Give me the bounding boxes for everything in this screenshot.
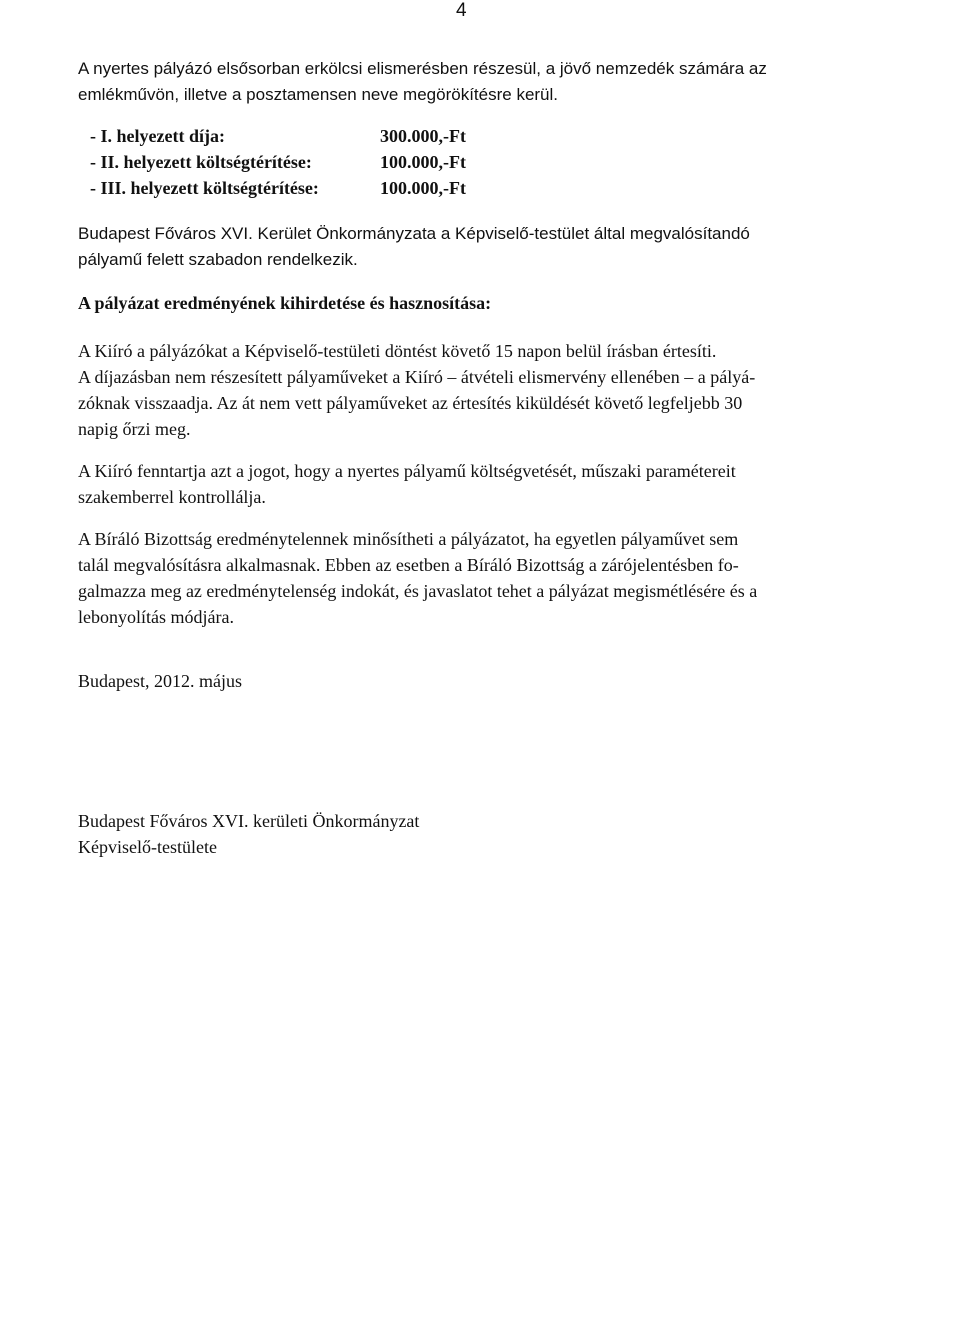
signature-line: Budapest Főváros XVI. kerületi Önkormányzat (78, 811, 420, 831)
jury-line: lebonyolítás módjára. (78, 607, 234, 627)
signature-block (78, 808, 858, 860)
jury-line: A Bíráló Bizottság eredménytelennek minősítheti a pályázatot, ha egyetlen pályaművet sem (78, 529, 739, 549)
prize-amount: 300.000,-Ft (380, 126, 466, 146)
control-line: A Kiíró fenntartja azt a jogot, hogy a nyertes pályamű költségvetését, műszaki paramétereit (78, 461, 736, 481)
notice-line: zóknak visszaadja. Az át nem vett pályaműveket az értesítés kiküldését követő legfeljebb 30 (78, 393, 743, 413)
prize-amount: 100.000,-Ft (380, 152, 466, 172)
prize-row (90, 175, 466, 201)
section-heading: A pályázat eredményének kihirdetése és hasznosítása: (78, 293, 492, 313)
rights-paragraph (78, 221, 858, 273)
jury-line: galmazza meg az eredménytelenség indokát, és javaslatot tehet a pályázat megismétlésére és a (78, 581, 758, 601)
intro-line: A nyertes pályázó elsősorban erkölcsi elismerésben részesül, a jövő nemzedék számára az (78, 59, 767, 78)
notice-line: napig őrzi meg. (78, 419, 191, 439)
prize-row (90, 149, 466, 175)
jury-line: talál megvalósításra alkalmasnak. Ebben az esetben a Bíráló Bizottság a zárójelentésben fo- (78, 555, 739, 575)
signature-line: Képviselő-testülete (78, 837, 217, 857)
prize-list (90, 123, 466, 201)
prize-label: - II. helyezett költségtérítése: (90, 152, 312, 172)
notice-paragraph (78, 338, 858, 442)
control-paragraph (78, 458, 858, 510)
intro-line: emlékművön, illetve a posztamensen neve megörökítésre kerül. (78, 85, 559, 104)
prize-amount: 100.000,-Ft (380, 178, 466, 198)
prize-row (90, 123, 466, 149)
rights-line: pályamű felett szabadon rendelkezik. (78, 250, 358, 269)
intro-paragraph (78, 56, 858, 108)
notice-line: A Kiíró a pályázókat a Képviselő-testületi döntést követő 15 napon belül írásban értesíti. (78, 341, 717, 361)
notice-line: A díjazásban nem részesített pályaműveket a Kiíró – átvételi elismervény ellenében – a pályá- (78, 367, 756, 387)
rights-line: Budapest Főváros XVI. Kerület Önkormányzata a Képviselő-testület által megvalósítandó (78, 224, 750, 243)
control-line: szakemberrel kontrollálja. (78, 487, 266, 507)
prize-label: - III. helyezett költségtérítése: (90, 178, 319, 198)
page-number: 4 (456, 0, 467, 21)
prize-label: - I. helyezett díja: (90, 126, 225, 146)
jury-paragraph (78, 526, 858, 630)
date-line: Budapest, 2012. május (78, 671, 242, 691)
